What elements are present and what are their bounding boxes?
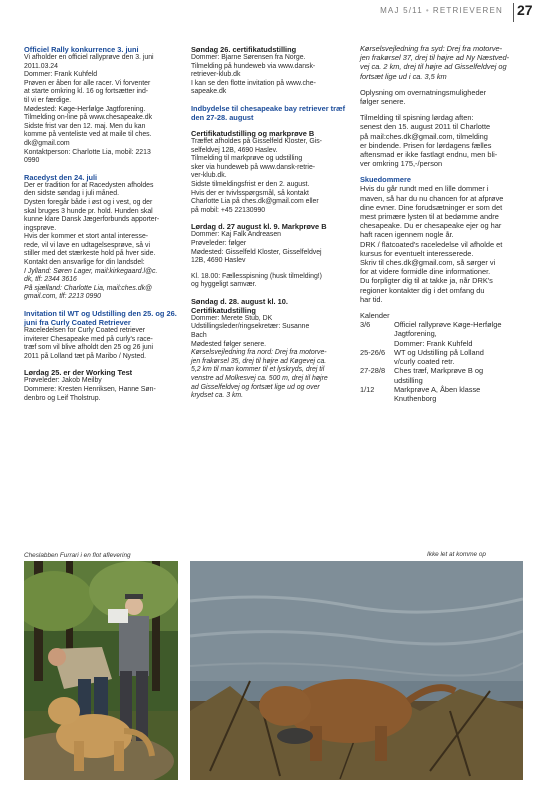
article-line: Kontaktperson: Charlotte Lia, mobil: 2213 xyxy=(24,148,151,156)
article-block xyxy=(24,368,177,403)
article-line: Hvis der kommer et stort antal interesse- xyxy=(24,233,149,241)
block-gap xyxy=(24,166,177,173)
article-line: Dommer: Kaj Falk Andreasen xyxy=(191,231,281,239)
article-line: 12B, 4690 Haslev xyxy=(191,257,246,265)
photo-caption-right: Ikke let at komme op xyxy=(427,551,486,558)
calendar-line: Ches træf, Markprøve B og xyxy=(394,366,484,376)
article-line: for at videre formidle dine informationer. xyxy=(360,267,491,277)
article-line: Sidste tilmeldingsfrist er den 2. august. xyxy=(191,180,310,188)
article-block xyxy=(191,273,349,290)
calendar-description xyxy=(394,366,525,384)
calendar-title: Kalender xyxy=(360,311,390,321)
calendar-description xyxy=(394,348,525,366)
article-line: Udstillingsleder/ringsekretær: Susanne xyxy=(191,323,310,331)
calendar-date: 1/12 xyxy=(360,384,375,394)
article-line: 2011.03.24 xyxy=(24,62,58,70)
article-block xyxy=(24,309,177,361)
calendar-date: 25-26/6 xyxy=(360,347,386,357)
block-gap xyxy=(191,97,349,104)
article-line: Dommer: Bjarne Sørensen fra Norge. xyxy=(191,54,306,61)
block-gap xyxy=(24,302,177,309)
right-column xyxy=(360,44,525,403)
article-line: haft racen igennem nogle år. xyxy=(360,230,454,240)
running-head xyxy=(380,6,503,15)
article-block xyxy=(24,45,177,166)
article-heading: Officiel Rally konkurrence 3. juni xyxy=(24,45,139,54)
article-line: dk@gmail.com xyxy=(24,139,70,147)
article-line: Prøveleder: Jakob Meilby xyxy=(24,377,102,385)
article-heading: Invitation til WT og Udstilling den 25. og 26. juni fra Curly Coated Retriever xyxy=(24,309,177,328)
block-gap xyxy=(191,290,349,297)
article-block xyxy=(24,173,177,302)
article-block xyxy=(191,297,349,401)
article-line: chesapeake. Du er chesapeake ejer og har xyxy=(360,221,502,231)
article-block xyxy=(360,113,525,168)
article-heading: Certifikatudstilling og markprøve B xyxy=(191,128,315,138)
article-line: Du forpligter dig til at takke ja, når DRK's xyxy=(360,276,493,286)
article-line: følger senere. xyxy=(360,97,406,107)
calendar-description xyxy=(394,320,525,348)
article-line: Dommer: Frank Kuhfeld xyxy=(24,71,98,79)
article-heading: Søndag 26. certifikatudstilling xyxy=(191,45,297,54)
article-line: Mødested: Gisselfeld Kloster, Gisselfeldvej xyxy=(191,248,322,256)
article-line: Tilmelding til spisning lørdag aften: xyxy=(360,113,474,123)
middle-column xyxy=(191,45,349,401)
article-heading: Indbydelse til chesapeake bay retriever træf den 27-28. august xyxy=(191,103,346,122)
photo-dog-in-water xyxy=(190,561,523,780)
article-line: og hyggeligt samvær. xyxy=(191,281,257,289)
article-line: krydset ca. 3 km. xyxy=(191,392,244,400)
article-line: Mødested følger senere. xyxy=(191,340,267,348)
photo-caption-left: Cheslabben Furrari i en flot aflevering xyxy=(24,552,131,559)
article-line: ad Gisselfeldvej og fortsæt lige ud og over xyxy=(191,383,320,391)
article-line: Charlotte Lia på ches.dk@gmail.com eller xyxy=(191,198,319,206)
article-line: venstre ad Molkesvej ca. 500 m, drej til højre xyxy=(191,375,328,383)
article-block xyxy=(360,88,525,106)
magazine-name: RETRIEVEREN xyxy=(432,6,503,15)
article-line: Hvis du går rundt med en lille dommer i xyxy=(360,184,489,194)
article-line: 2011 på Lolland tæt på Maribo / Nysted. xyxy=(24,352,147,360)
article-line: jen frakørsel 37, drej til højre ad Ny Næstved- xyxy=(360,53,510,63)
article-line: DRK / flatcoated's raceledelse vil afholde et xyxy=(360,239,503,249)
calendar-row xyxy=(360,385,525,403)
calendar-line: Markprøve A, Åben klasse xyxy=(394,384,481,394)
article-heading: Skuedommere xyxy=(360,175,411,185)
calendar-line: Knuthenborg xyxy=(394,393,437,403)
calendar-line: udstilling xyxy=(394,375,423,385)
article-line: Kørselsvejledning fra syd: Drej fra motorve- xyxy=(360,44,503,53)
article-line: den sidste søndag i juli måned. xyxy=(24,190,119,198)
article-line: Tilmelding til markprøve og udstilling xyxy=(191,155,303,163)
header-separator: • xyxy=(425,6,430,15)
article-line: vej ca. 2 km, drej til højre ad Gisselfeldvej og xyxy=(360,62,507,72)
article-line: Dommer: Merete Stub, DK xyxy=(191,314,273,322)
article-heading: Lørdag d. 27 august kl. 9. Markprøve B xyxy=(191,222,327,232)
article-line: skal bruges 3 hunde pr. hold. Hunden skal xyxy=(24,207,153,215)
block-gap xyxy=(24,361,177,368)
calendar-date: 3/6 xyxy=(360,320,371,330)
article-line: rede, vil vi lave en udtagelsesprøve, så vi xyxy=(24,241,151,249)
photo-dog-retrieve xyxy=(24,561,178,780)
calendar-row xyxy=(360,348,525,366)
calendar-line: v/curly coated retr. xyxy=(394,357,455,367)
article-line: Raceledelsen for Curly Coated retriever xyxy=(24,327,146,335)
article-line: sker via hundeweb på www.dansk-retrie- xyxy=(191,163,316,171)
article-line: til vi er færdige. xyxy=(24,96,72,104)
article-line: har tid. xyxy=(360,294,383,304)
issue-label: MAJ 5/11 xyxy=(380,6,423,15)
article-line: Bach xyxy=(191,332,207,340)
article-line: aftensmad er ikke fastlagt endnu, men bli- xyxy=(360,150,498,160)
article-line: maven, så har du nu chancen for at afprøve xyxy=(360,193,504,203)
article-line: Der er tradition for at Racedysten afholdes xyxy=(24,181,154,189)
article-block xyxy=(360,175,525,304)
article-line: I Jylland: Søren Lager, mail:kirkegaard.l@c. xyxy=(24,267,158,275)
block-gap xyxy=(191,122,349,129)
calendar-line: WT og Udstilling på Lolland xyxy=(394,347,484,357)
block-gap xyxy=(191,266,349,273)
article-line: dine evner. Dine forudsætninger er som det xyxy=(360,202,503,212)
calendar-line: Jagtforening, xyxy=(394,329,437,339)
article-line: træf som vil blive afholdt den 25 og 26 juni xyxy=(24,344,154,352)
article-line: på mail:ches.dk@gmail.com, tilmelding xyxy=(360,131,488,141)
article-block xyxy=(191,222,349,265)
block-gap xyxy=(360,81,525,88)
calendar-date: 27-28/8 xyxy=(360,366,386,376)
article-line: jen frakørsel 35, drej til højre ad Køgevej ca. xyxy=(191,357,327,365)
article-heading: Søndag d. 28. august kl. 10. Certifikatudstilling xyxy=(191,296,288,315)
article-block xyxy=(360,44,525,81)
article-heading: Lørdag 25. er der Working Test xyxy=(24,368,133,378)
article-line: regioner kontakter dig i det omfang du xyxy=(360,285,485,295)
article-line: Mødested: Køge-Herfølge Jagtforening. xyxy=(24,105,146,113)
article-line: stiller med det stærkeste hold på hver side. xyxy=(24,250,156,258)
block-gap xyxy=(360,106,525,113)
article-heading: Racedyst den 24. juli xyxy=(24,172,98,182)
article-line: På sjælland: Charlotte Lia, mail:ches.dk@ xyxy=(24,284,153,292)
block-gap xyxy=(360,168,525,175)
article-line: kursus for eventuelt interesserede. xyxy=(360,248,474,258)
article-line: I kan se den flotte invitation på www.che- xyxy=(191,79,316,87)
article-line: gmail.com, tlf: 2213 0990 xyxy=(24,293,101,301)
left-column xyxy=(24,45,177,403)
article-line: retriever-klub.dk xyxy=(191,71,241,79)
article-line: 0990 xyxy=(24,157,40,165)
article-line: er bindende. Prisen for lørdagens fælles xyxy=(360,140,492,150)
page-header xyxy=(0,0,547,22)
article-line: Sidste frist var den 12. maj. Men du kan xyxy=(24,122,146,130)
article-line: Dysten foregår både i øst og i vest, og der xyxy=(24,198,153,206)
article-line: Tilmelding on-line på www.chesapeake.dk xyxy=(24,114,153,122)
calendar-line: Officiel rallyprøve Køge-Herfølge xyxy=(394,320,502,330)
article-line: ver omkring 175,-/person xyxy=(360,159,443,169)
article-line: Dommere: Kresten Henriksen, Hanne Søn- xyxy=(24,386,156,393)
calendar-row xyxy=(360,366,525,384)
calendar-row xyxy=(360,320,525,348)
article-line: på mobil: +45 22130990 xyxy=(191,206,266,214)
calendar-description xyxy=(394,385,525,403)
article-line: ingsprøve. xyxy=(24,224,57,232)
article-line: sapeake.dk xyxy=(191,88,227,96)
block-gap xyxy=(191,215,349,222)
article-line: denbro og Leif Tholstrup. xyxy=(24,394,101,402)
article-line: Oplysning om overnatningsmuligheder xyxy=(360,87,487,97)
article-line: at starte omkring kl. 16 og fortsætter ind- xyxy=(24,88,149,96)
article-line: Skriv til ches.dk@gmail.com, så sørger vi xyxy=(360,258,496,268)
article-line: senest den 15. august 2011 til Charlotte xyxy=(360,122,491,132)
article-line: mest primære lysten til at bedømme andre xyxy=(360,212,499,222)
calendar-line: Dommer: Frank Kuhfeld xyxy=(394,338,473,348)
calendar xyxy=(360,311,525,403)
article-line: selfeldvej 12B, 4690 Haslev. xyxy=(191,146,278,154)
article-line: Kontakt den ansvarlige for din landsdel: xyxy=(24,259,145,267)
article-line: Prøveleder: følger xyxy=(191,239,247,247)
article-line: Hvis der er tvivlsspørgsmål, så kontakt xyxy=(191,189,309,197)
article-line: komme på venteliste ved at maile til ches. xyxy=(24,131,152,139)
article-line: fortsæt lige ud i ca. 3,5 km xyxy=(360,71,447,81)
article-line: Vi afholder en officiel rallyprøve den 3. juni xyxy=(24,54,154,61)
page-number: 27 xyxy=(517,2,533,18)
article-line: Træffet afholdes på Gisselfeld Kloster, Gis- xyxy=(191,137,322,145)
article-block xyxy=(191,129,349,215)
article-line: ver-klub.dk. xyxy=(191,172,227,180)
article-line: kunne klare Dansk Jægerforbunds apporter- xyxy=(24,216,160,224)
page-number-rule xyxy=(513,3,514,22)
article-line: Kl. 18.00: Fællesspisning (husk tilmelding!) xyxy=(191,272,322,280)
article-block xyxy=(191,104,349,122)
article-line: Prøven er åben for alle racer. Vi forventer xyxy=(24,79,151,87)
article-line: Kørselsvejledning fra nord: Drej fra motorve- xyxy=(191,349,327,357)
article-line: inviterer Chesapeake med på curly's race- xyxy=(24,335,153,343)
article-line: 5,2 km til man kommer til et lyskryds, drej til xyxy=(191,366,325,374)
article-block xyxy=(191,45,349,97)
article-line: dk, tlf: 2344 3616 xyxy=(24,276,77,284)
article-line: Tilmelding på hundeweb via www.dansk- xyxy=(191,62,316,70)
